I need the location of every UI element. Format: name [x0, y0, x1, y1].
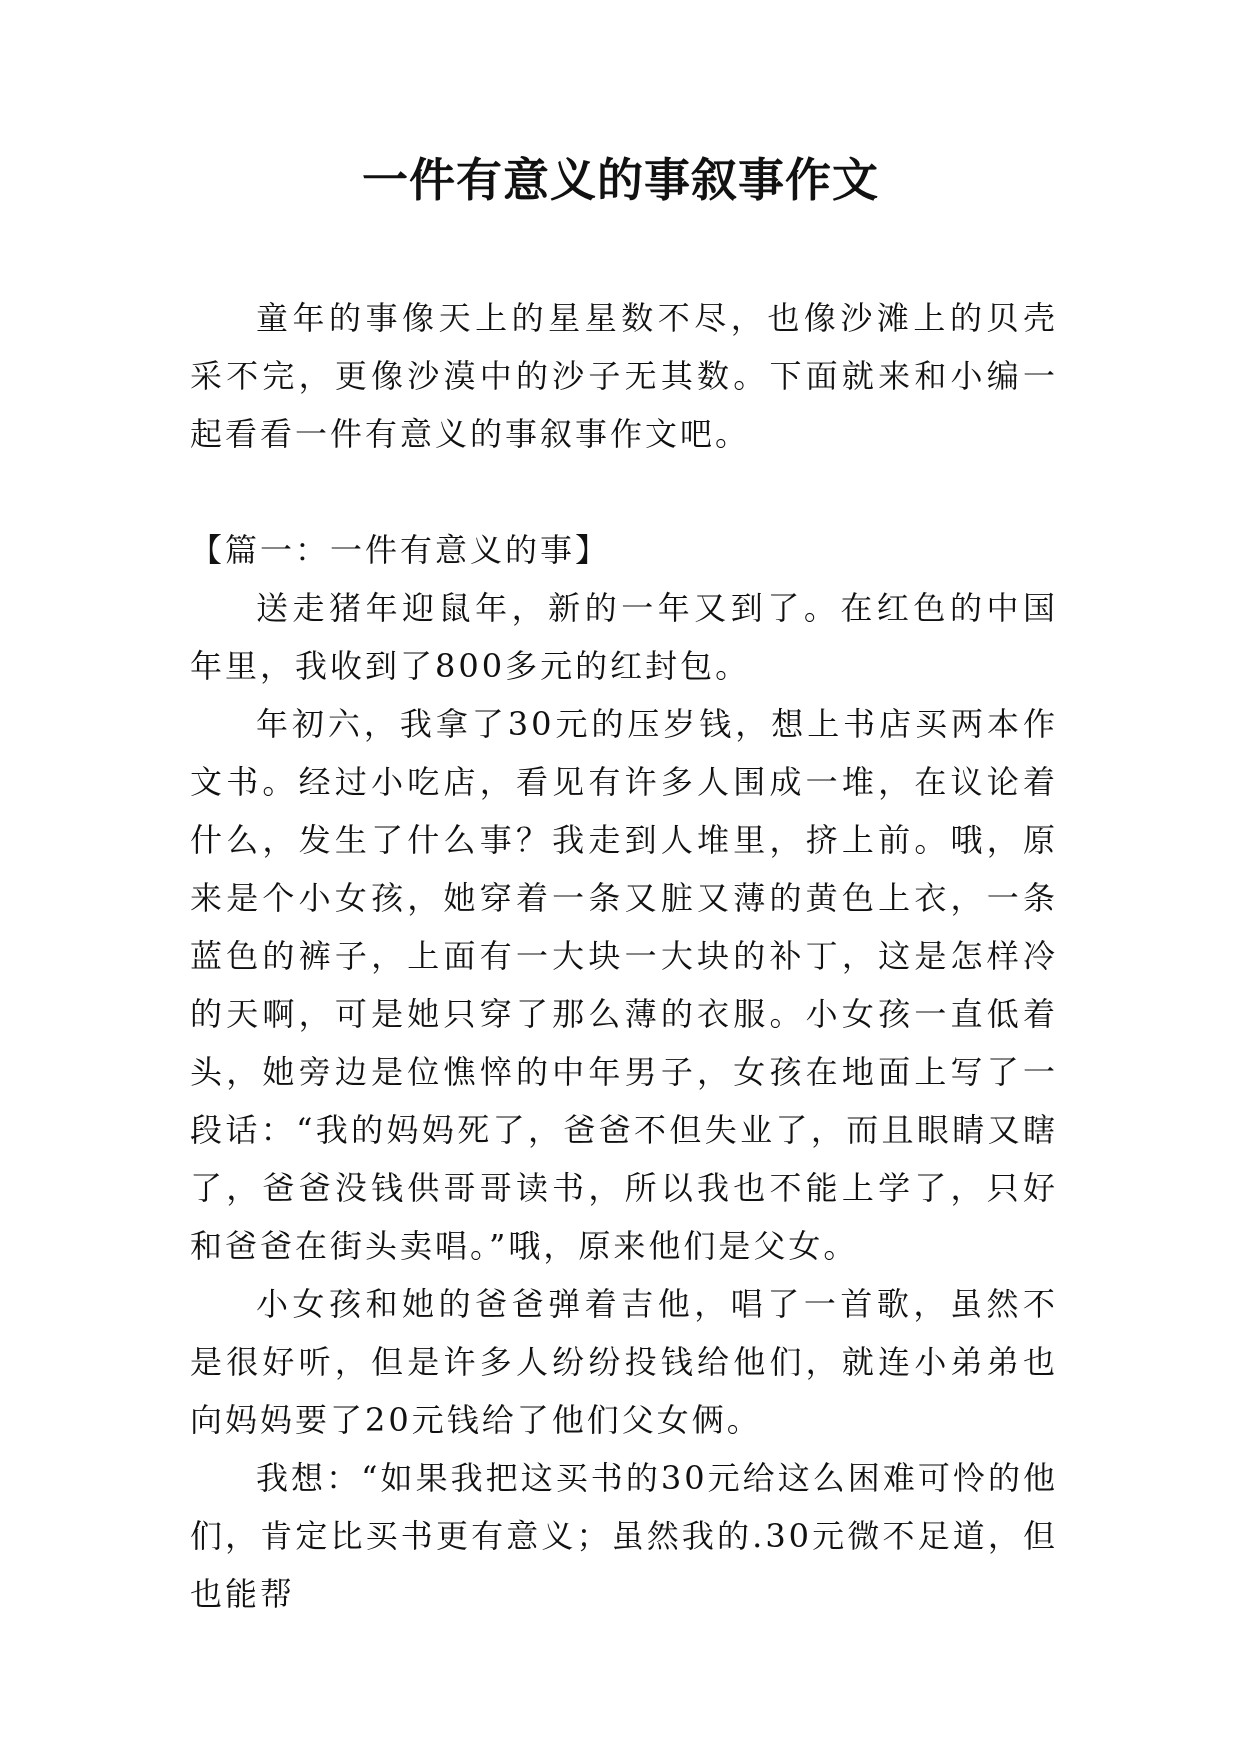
- body-paragraph: 小女孩和她的爸爸弹着吉他，唱了一首歌，虽然不是很好听，但是许多人纷纷投钱给他们，就连小弟弟也向妈妈要了20元钱给了他们父女俩。: [190, 1285, 1058, 1439]
- section-heading: 【篇一：一件有意义的事】: [190, 531, 611, 569]
- body-paragraph: 年初六，我拿了30元的压岁钱，想上书店买两本作文书。经过小吃店，看见有许多人围成一堆，在议论着什么，发生了什么事？我走到人堆里，挤上前。哦，原来是个小女孩，她穿着一条又脏又薄的黄色上衣，一条蓝色的裤子，上面有一大块一大块的补丁，这是怎样冷的天啊，可是她只穿了那么薄的衣服。小女孩一直低着头，她旁边是位憔悴的中年男子，女孩在地面上写了一段话：“我的妈妈死了，爸爸不但失业了，而且眼睛又瞎了，爸爸没钱供哥哥读书，所以我也不能上学了，只好和爸爸在街头卖唱。”哦，原来他们是父女。: [190, 705, 1058, 1265]
- body-paragraph: 我想：“如果我把这买书的30元给这么困难可怜的他们，肯定比买书更有意义；虽然我的.30元微不足道，但也能帮: [190, 1459, 1058, 1613]
- intro-paragraph: 童年的事像天上的星星数不尽，也像沙滩上的贝壳采不完，更像沙漠中的沙子无其数。下面就来和小编一起看看一件有意义的事叙事作文吧。: [190, 299, 1058, 453]
- document-body: [190, 289, 1058, 1623]
- document-title: 一件有意义的事叙事作文: [362, 153, 879, 207]
- body-paragraph: 送走猪年迎鼠年，新的一年又到了。在红色的中国年里，我收到了800多元的红封包。: [190, 589, 1058, 685]
